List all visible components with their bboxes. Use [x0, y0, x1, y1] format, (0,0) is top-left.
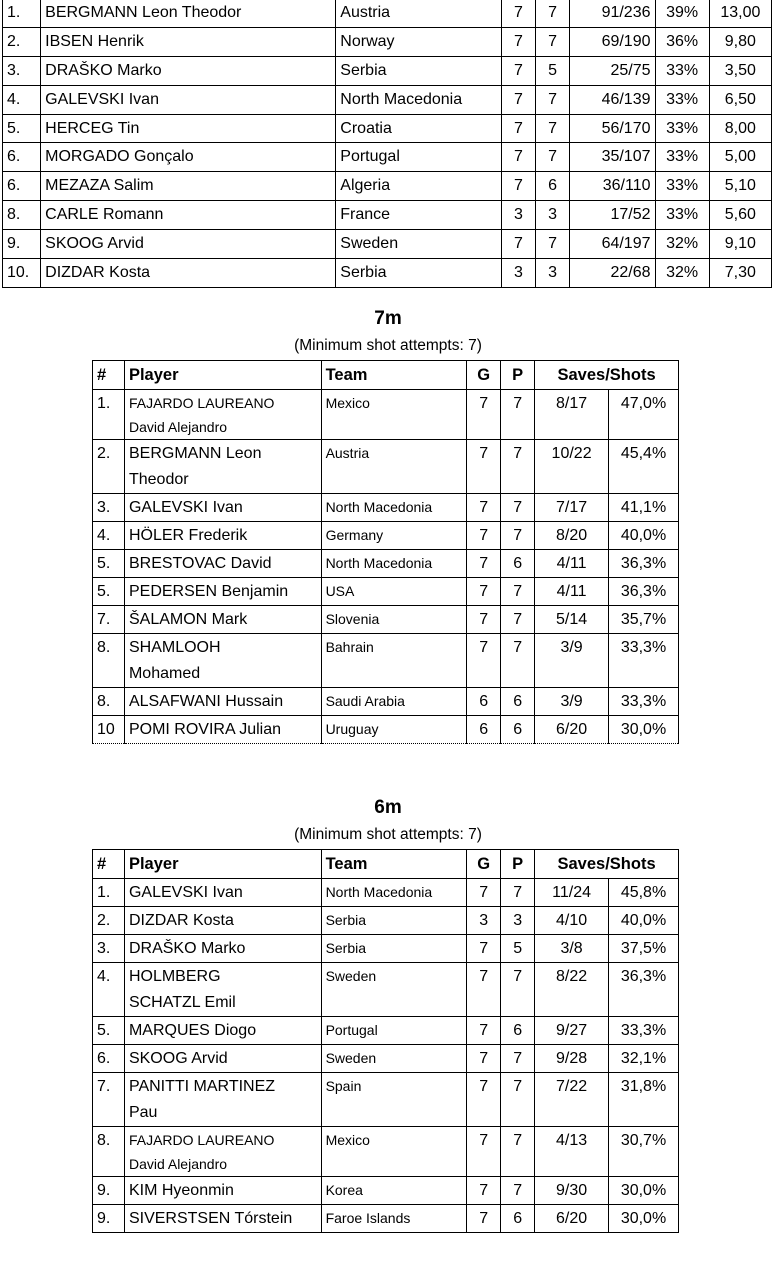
- save-percent-cell: 32%: [655, 230, 709, 259]
- table-row: [93, 716, 679, 744]
- player-name-line: SIVERSTSEN Tórstein: [128, 1210, 293, 1227]
- games-cell: 7: [501, 0, 535, 27]
- header-team: Team: [321, 850, 467, 879]
- rank-cell: 5.: [93, 578, 125, 606]
- games-cell: 7: [467, 935, 501, 963]
- save-percent-cell: 33%: [655, 85, 709, 114]
- player-cell: DRAŠKO Marko: [41, 56, 336, 85]
- average-cell: 5,00: [709, 143, 771, 172]
- player-name-line: David Alejandro: [128, 419, 228, 435]
- table-row: [93, 1017, 679, 1045]
- table-row: [3, 0, 772, 27]
- player-cell: IBSEN Henrik: [41, 27, 336, 56]
- games-cell: 6: [467, 716, 501, 744]
- games-cell: 7: [467, 879, 501, 907]
- games-cell: 7: [467, 440, 501, 494]
- save-percent-cell: 36,3%: [609, 550, 679, 578]
- table-row: [93, 390, 679, 440]
- save-percent-cell: 36,3%: [609, 963, 679, 1017]
- header-played: P: [501, 850, 535, 879]
- rank-cell: 2.: [93, 907, 125, 935]
- saves-shots-cell: 6/20: [535, 1205, 609, 1233]
- player-name-line: KIM Hyeonmin: [128, 1182, 234, 1199]
- saves-shots-cell: 35/107: [570, 143, 655, 172]
- team-cell: Mexico: [321, 1127, 467, 1177]
- team-cell: Serbia: [336, 56, 502, 85]
- section-subtitle-6m: (Minimum shot attempts: 7): [294, 826, 482, 843]
- played-cell: 7: [501, 1127, 535, 1177]
- table-row: [3, 114, 772, 143]
- games-cell: 7: [501, 114, 535, 143]
- seven-m-table: [92, 360, 679, 744]
- average-cell: 7,30: [709, 259, 771, 288]
- team-cell: Serbia: [336, 259, 502, 288]
- games-cell: 7: [501, 85, 535, 114]
- games-cell: 6: [467, 688, 501, 716]
- player-cell: [124, 907, 321, 935]
- saves-shots-cell: 4/13: [535, 1127, 609, 1177]
- saves-shots-cell: 9/30: [535, 1177, 609, 1205]
- team-cell: Saudi Arabia: [321, 688, 467, 716]
- rank-cell: 9.: [93, 1177, 125, 1205]
- team-cell: Korea: [321, 1177, 467, 1205]
- played-cell: 7: [536, 0, 570, 27]
- games-cell: 7: [467, 634, 501, 688]
- save-percent-cell: 33%: [655, 201, 709, 230]
- games-cell: 7: [501, 230, 535, 259]
- saves-shots-cell: 17/52: [570, 201, 655, 230]
- games-cell: 3: [501, 259, 535, 288]
- average-cell: 6,50: [709, 85, 771, 114]
- player-cell: [124, 634, 321, 688]
- team-cell: Slovenia: [321, 606, 467, 634]
- player-cell: [124, 879, 321, 907]
- table-row: [93, 550, 679, 578]
- table-row: [3, 201, 772, 230]
- games-cell: 7: [467, 522, 501, 550]
- table-row: [93, 522, 679, 550]
- team-cell: Bahrain: [321, 634, 467, 688]
- saves-shots-cell: 4/10: [535, 907, 609, 935]
- table-row: [93, 1177, 679, 1205]
- player-cell: MORGADO Gonçalo: [41, 143, 336, 172]
- saves-shots-cell: 8/20: [535, 522, 609, 550]
- played-cell: 7: [501, 963, 535, 1017]
- games-cell: 7: [501, 143, 535, 172]
- player-cell: [124, 522, 321, 550]
- save-percent-cell: 33%: [655, 143, 709, 172]
- team-cell: Portugal: [336, 143, 502, 172]
- player-name-line: HOLMBERG: [128, 968, 221, 985]
- saves-shots-cell: 25/75: [570, 56, 655, 85]
- games-cell: 7: [467, 390, 501, 440]
- player-name-line: GALEVSKI Ivan: [128, 499, 243, 516]
- player-cell: BERGMANN Leon Theodor: [41, 0, 336, 27]
- player-name-line: BERGMANN Leon: [128, 445, 262, 462]
- player-name-line: FAJARDO LAUREANO: [128, 395, 275, 411]
- average-cell: 3,50: [709, 56, 771, 85]
- table-row: [93, 606, 679, 634]
- player-cell: [124, 1127, 321, 1177]
- player-cell: [124, 1073, 321, 1127]
- team-cell: Austria: [336, 0, 502, 27]
- save-percent-cell: 45,8%: [609, 879, 679, 907]
- save-percent-cell: 30,0%: [609, 716, 679, 744]
- games-cell: 7: [467, 1177, 501, 1205]
- team-cell: USA: [321, 578, 467, 606]
- played-cell: 6: [501, 688, 535, 716]
- player-cell: [124, 1045, 321, 1073]
- played-cell: 7: [536, 114, 570, 143]
- header-player: Player: [124, 850, 321, 879]
- player-cell: [124, 550, 321, 578]
- played-cell: 3: [501, 907, 535, 935]
- team-cell: France: [336, 201, 502, 230]
- table-row: [93, 440, 679, 494]
- saves-shots-cell: 69/190: [570, 27, 655, 56]
- games-cell: 7: [467, 606, 501, 634]
- overall-goalkeeper-table: [2, 0, 772, 288]
- player-name-line: POMI ROVIRA Julian: [128, 721, 282, 738]
- header-saves-shots: Saves/Shots: [535, 850, 679, 879]
- rank-cell: 2.: [3, 27, 41, 56]
- header-saves-shots: Saves/Shots: [535, 361, 679, 390]
- saves-shots-cell: 7/22: [535, 1073, 609, 1127]
- games-cell: 7: [501, 56, 535, 85]
- games-cell: 7: [501, 172, 535, 201]
- save-percent-cell: 30,0%: [609, 1205, 679, 1233]
- played-cell: 7: [501, 390, 535, 440]
- team-cell: North Macedonia: [321, 550, 467, 578]
- played-cell: 3: [536, 201, 570, 230]
- saves-shots-cell: 3/9: [535, 634, 609, 688]
- player-name-line: PEDERSEN Benjamin: [128, 583, 289, 600]
- games-cell: 7: [467, 1073, 501, 1127]
- table-row: [93, 634, 679, 688]
- table-row: [93, 688, 679, 716]
- player-cell: SKOOG Arvid: [41, 230, 336, 259]
- team-cell: Sweden: [321, 963, 467, 1017]
- rank-cell: 5.: [93, 1017, 125, 1045]
- team-cell: Sweden: [321, 1045, 467, 1073]
- saves-shots-cell: 8/22: [535, 963, 609, 1017]
- save-percent-cell: 40,0%: [609, 907, 679, 935]
- rank-cell: 4.: [93, 963, 125, 1017]
- saves-shots-cell: 46/139: [570, 85, 655, 114]
- save-percent-cell: 32,1%: [609, 1045, 679, 1073]
- player-cell: [124, 963, 321, 1017]
- played-cell: 7: [536, 143, 570, 172]
- table-row: [93, 494, 679, 522]
- table-row: [3, 85, 772, 114]
- played-cell: 7: [501, 494, 535, 522]
- player-name-line: SKOOG Arvid: [128, 1050, 228, 1067]
- player-name-line: BRESTOVAC David: [128, 555, 272, 572]
- player-cell: MEZAZA Salim: [41, 172, 336, 201]
- player-name-line: SCHATZL Emil: [128, 994, 236, 1011]
- rank-cell: 4.: [3, 85, 41, 114]
- average-cell: 9,80: [709, 27, 771, 56]
- played-cell: 7: [501, 879, 535, 907]
- player-name-line: Mohamed: [128, 665, 201, 682]
- team-cell: Uruguay: [321, 716, 467, 744]
- team-cell: Serbia: [321, 907, 467, 935]
- played-cell: 7: [501, 522, 535, 550]
- table-row: [3, 56, 772, 85]
- saves-shots-cell: 22/68: [570, 259, 655, 288]
- games-cell: 7: [467, 494, 501, 522]
- table-row: [93, 1127, 679, 1177]
- played-cell: 7: [536, 85, 570, 114]
- games-cell: 7: [467, 1205, 501, 1233]
- player-cell: [124, 688, 321, 716]
- rank-cell: 7.: [93, 606, 125, 634]
- team-cell: North Macedonia: [321, 494, 467, 522]
- save-percent-cell: 36,3%: [609, 578, 679, 606]
- player-name-line: DRAŠKO Marko: [128, 940, 246, 957]
- section-title-6m: 6m: [374, 797, 402, 818]
- player-name-line: ALSAFWANI Hussain: [128, 693, 284, 710]
- rank-cell: 5.: [3, 114, 41, 143]
- player-cell: [124, 578, 321, 606]
- played-cell: 7: [536, 27, 570, 56]
- player-cell: [124, 1017, 321, 1045]
- saves-shots-cell: 6/20: [535, 716, 609, 744]
- saves-shots-cell: 10/22: [535, 440, 609, 494]
- save-percent-cell: 30,7%: [609, 1127, 679, 1177]
- played-cell: 7: [536, 230, 570, 259]
- save-percent-cell: 37,5%: [609, 935, 679, 963]
- table-row: [93, 1205, 679, 1233]
- player-cell: GALEVSKI Ivan: [41, 85, 336, 114]
- rank-cell: 6.: [93, 1045, 125, 1073]
- save-percent-cell: 45,4%: [609, 440, 679, 494]
- player-name-line: SHAMLOOH: [128, 639, 221, 656]
- section-subtitle-7m: (Minimum shot attempts: 7): [294, 337, 482, 354]
- table-row: [93, 1073, 679, 1127]
- rank-cell: 1.: [93, 879, 125, 907]
- rank-cell: 10.: [3, 259, 41, 288]
- player-cell: [124, 390, 321, 440]
- played-cell: 3: [536, 259, 570, 288]
- rank-cell: 10: [93, 716, 125, 744]
- team-cell: Spain: [321, 1073, 467, 1127]
- header-team: Team: [321, 361, 467, 390]
- table-row: [93, 1045, 679, 1073]
- played-cell: 7: [501, 1045, 535, 1073]
- table-row: [93, 578, 679, 606]
- played-cell: 6: [536, 172, 570, 201]
- saves-shots-cell: 7/17: [535, 494, 609, 522]
- team-cell: Austria: [321, 440, 467, 494]
- rank-cell: 1.: [93, 390, 125, 440]
- played-cell: 5: [536, 56, 570, 85]
- rank-cell: 8.: [93, 634, 125, 688]
- games-cell: 7: [501, 27, 535, 56]
- header-games: G: [467, 361, 501, 390]
- rank-cell: 9.: [93, 1205, 125, 1233]
- team-cell: North Macedonia: [321, 879, 467, 907]
- table-row: [3, 259, 772, 288]
- games-cell: 3: [501, 201, 535, 230]
- player-name-line: ŠALAMON Mark: [128, 611, 248, 628]
- table-row: [93, 935, 679, 963]
- save-percent-cell: 35,7%: [609, 606, 679, 634]
- player-cell: [124, 440, 321, 494]
- rank-cell: 9.: [3, 230, 41, 259]
- save-percent-cell: 33%: [655, 172, 709, 201]
- average-cell: 13,00: [709, 0, 771, 27]
- saves-shots-cell: 3/8: [535, 935, 609, 963]
- rank-cell: 8.: [93, 688, 125, 716]
- team-cell: Germany: [321, 522, 467, 550]
- team-cell: Mexico: [321, 390, 467, 440]
- saves-shots-cell: 11/24: [535, 879, 609, 907]
- player-cell: [124, 1177, 321, 1205]
- header-played: P: [501, 361, 535, 390]
- saves-shots-cell: 3/9: [535, 688, 609, 716]
- save-percent-cell: 33,3%: [609, 688, 679, 716]
- save-percent-cell: 31,8%: [609, 1073, 679, 1127]
- table-row: [93, 963, 679, 1017]
- table-row: [3, 143, 772, 172]
- player-name-line: GALEVSKI Ivan: [128, 884, 243, 901]
- team-cell: Norway: [336, 27, 502, 56]
- rank-cell: 8.: [93, 1127, 125, 1177]
- average-cell: 5,60: [709, 201, 771, 230]
- games-cell: 7: [467, 578, 501, 606]
- player-name-line: Pau: [128, 1104, 158, 1121]
- saves-shots-cell: 9/28: [535, 1045, 609, 1073]
- played-cell: 5: [501, 935, 535, 963]
- games-cell: 7: [467, 963, 501, 1017]
- player-cell: [124, 494, 321, 522]
- saves-shots-cell: 9/27: [535, 1017, 609, 1045]
- games-cell: 7: [467, 1045, 501, 1073]
- rank-cell: 3.: [3, 56, 41, 85]
- save-percent-cell: 33%: [655, 114, 709, 143]
- played-cell: 6: [501, 716, 535, 744]
- player-name-line: PANITTI MARTINEZ: [128, 1078, 276, 1095]
- played-cell: 6: [501, 550, 535, 578]
- table-header-row: [93, 361, 679, 390]
- six-m-table: [92, 849, 679, 1233]
- table-row: [3, 27, 772, 56]
- player-name-line: David Alejandro: [128, 1156, 228, 1172]
- average-cell: 5,10: [709, 172, 771, 201]
- games-cell: 7: [467, 550, 501, 578]
- rank-cell: 3.: [93, 494, 125, 522]
- games-cell: 3: [467, 907, 501, 935]
- average-cell: 8,00: [709, 114, 771, 143]
- saves-shots-cell: 56/170: [570, 114, 655, 143]
- save-percent-cell: 30,0%: [609, 1177, 679, 1205]
- played-cell: 6: [501, 1205, 535, 1233]
- table-row: [93, 879, 679, 907]
- rank-cell: 6.: [3, 143, 41, 172]
- player-cell: [124, 1205, 321, 1233]
- rank-cell: 3.: [93, 935, 125, 963]
- save-percent-cell: 41,1%: [609, 494, 679, 522]
- save-percent-cell: 33,3%: [609, 634, 679, 688]
- section-title-7m: 7m: [374, 308, 402, 329]
- games-cell: 7: [467, 1017, 501, 1045]
- rank-cell: 7.: [93, 1073, 125, 1127]
- played-cell: 7: [501, 606, 535, 634]
- saves-shots-cell: 8/17: [535, 390, 609, 440]
- played-cell: 6: [501, 1017, 535, 1045]
- team-cell: Faroe Islands: [321, 1205, 467, 1233]
- header-rank: #: [93, 361, 125, 390]
- save-percent-cell: 32%: [655, 259, 709, 288]
- saves-shots-cell: 4/11: [535, 578, 609, 606]
- player-cell: [124, 606, 321, 634]
- played-cell: 7: [501, 634, 535, 688]
- header-rank: #: [93, 850, 125, 879]
- save-percent-cell: 47,0%: [609, 390, 679, 440]
- played-cell: 7: [501, 578, 535, 606]
- rank-cell: 8.: [3, 201, 41, 230]
- player-cell: [124, 935, 321, 963]
- player-name-line: HÖLER Frederik: [128, 527, 248, 544]
- save-percent-cell: 40,0%: [609, 522, 679, 550]
- saves-shots-cell: 5/14: [535, 606, 609, 634]
- player-name-line: Theodor: [128, 471, 189, 488]
- team-cell: Sweden: [336, 230, 502, 259]
- saves-shots-cell: 64/197: [570, 230, 655, 259]
- team-cell: Algeria: [336, 172, 502, 201]
- saves-shots-cell: 36/110: [570, 172, 655, 201]
- team-cell: Serbia: [321, 935, 467, 963]
- save-percent-cell: 33,3%: [609, 1017, 679, 1045]
- team-cell: Portugal: [321, 1017, 467, 1045]
- team-cell: North Macedonia: [336, 85, 502, 114]
- played-cell: 7: [501, 1073, 535, 1127]
- rank-cell: 6.: [3, 172, 41, 201]
- player-name-line: MARQUES Diogo: [128, 1022, 257, 1039]
- played-cell: 7: [501, 1177, 535, 1205]
- header-player: Player: [124, 361, 321, 390]
- table-header-row: [93, 850, 679, 879]
- table-row: [3, 230, 772, 259]
- table-row: [93, 907, 679, 935]
- played-cell: 7: [501, 440, 535, 494]
- rank-cell: 2.: [93, 440, 125, 494]
- player-name-line: FAJARDO LAUREANO: [128, 1132, 275, 1148]
- player-cell: HERCEG Tin: [41, 114, 336, 143]
- table-row: [3, 172, 772, 201]
- header-games: G: [467, 850, 501, 879]
- rank-cell: 4.: [93, 522, 125, 550]
- team-cell: Croatia: [336, 114, 502, 143]
- rank-cell: 5.: [93, 550, 125, 578]
- average-cell: 9,10: [709, 230, 771, 259]
- save-percent-cell: 36%: [655, 27, 709, 56]
- player-cell: [124, 716, 321, 744]
- player-cell: CARLE Romann: [41, 201, 336, 230]
- save-percent-cell: 39%: [655, 0, 709, 27]
- save-percent-cell: 33%: [655, 56, 709, 85]
- player-cell: DIZDAR Kosta: [41, 259, 336, 288]
- saves-shots-cell: 91/236: [570, 0, 655, 27]
- games-cell: 7: [467, 1127, 501, 1177]
- player-name-line: DIZDAR Kosta: [128, 912, 234, 929]
- rank-cell: 1.: [3, 0, 41, 27]
- saves-shots-cell: 4/11: [535, 550, 609, 578]
